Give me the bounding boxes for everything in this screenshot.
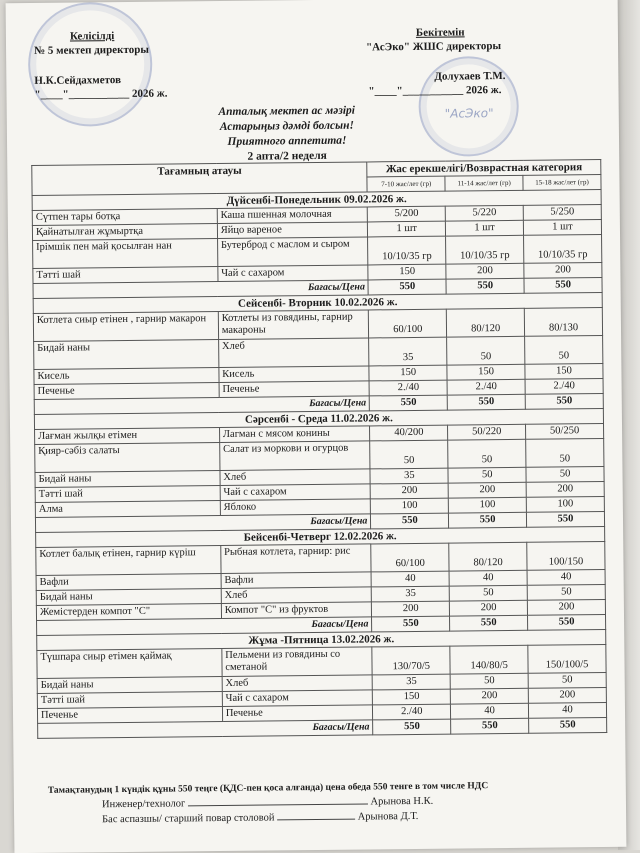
dish-name-ru: Чай с сахаром (218, 265, 369, 282)
portion-value: 200 (450, 688, 528, 704)
dish-name-kz: Сүтпен тары ботқа (32, 209, 217, 226)
price-value: 550 (529, 717, 607, 733)
dish-name-kz: Тәтті шай (35, 486, 220, 503)
price-value: 550 (527, 511, 605, 527)
portion-value: 80/130 (524, 307, 602, 336)
price-note: Тамақтанудың 1 күндік құны 550 теңге (ҚДС-пен қоса алғанда) цена обеда 550 тенге в том числе НДС (47, 781, 489, 796)
menu-title (157, 103, 418, 166)
col-age-header: Жас ерекшелігі/Возврастная категория (367, 160, 601, 177)
dish-name-kz: Ірімшік пен май қосылған нан (33, 239, 218, 269)
dish-name-ru: Чай с сахаром (222, 690, 373, 707)
portion-value: 50 (526, 466, 604, 482)
stamp-right-text: "АсЭко" (444, 106, 494, 121)
dish-name-ru: Лагман с мясом конины (219, 426, 370, 443)
sig1-role: Инженер/технолог (101, 798, 186, 811)
dish-name-kz: Лағман жылқы етімен (35, 428, 220, 445)
dish-name-ru: Хлеб (220, 469, 371, 486)
portion-value: 100 (371, 498, 449, 514)
dish-name-kz: Бидай наны (34, 340, 219, 370)
portion-value: 150 (369, 365, 447, 381)
portion-value: 35 (370, 468, 448, 484)
dish-name-kz: Қияр-сәбіз салаты (35, 443, 220, 473)
signature-cook (102, 811, 418, 825)
portion-value: 1 шт (368, 221, 446, 237)
portion-value: 200 (372, 601, 450, 617)
portion-value: 60/100 (369, 309, 447, 338)
day-title: Сәрсенбі - Среда 11.02.2026 ж. (34, 408, 603, 429)
dish-name-ru: Чай с сахаром (220, 484, 371, 501)
menu-table (31, 159, 607, 739)
title-line-1: Апталық мектеп ас мәзірі (218, 104, 356, 119)
price-value: 550 (451, 718, 529, 734)
price-value: 550 (368, 279, 446, 295)
left-date: "____"___________ 2026 ж. (34, 87, 168, 101)
dish-name-ru: Котлеты из говядины, гарнир макароны (218, 310, 369, 340)
portion-value: 5/200 (368, 206, 446, 222)
right-date: "____"___________ 2026 ж. (368, 84, 502, 98)
portion-value: 35 (372, 586, 450, 602)
portion-value: 150/100/5 (528, 644, 606, 673)
dish-name-ru: Яблоко (220, 499, 371, 516)
sig2-role: Бас аспазшы/ старший повар столовой (102, 812, 275, 826)
dish-name-kz: Печенье (34, 383, 219, 400)
price-value: 550 (372, 616, 450, 632)
portion-value: 1 шт (523, 220, 601, 236)
dish-name-kz: Печенье (37, 706, 222, 723)
portion-value: 35 (369, 337, 447, 366)
portion-value: 40 (529, 702, 607, 718)
portion-value: 50 (448, 467, 526, 483)
price-value: 550 (447, 394, 525, 410)
dish-name-kz: Котлет балық етінен, гарнир күріш (36, 546, 221, 576)
day-title: Бейсенбі-Четверг 12.02.2026 ж. (36, 526, 605, 547)
portion-value: 200 (448, 482, 526, 498)
price-value: 550 (449, 512, 527, 528)
portion-value: 10/10/35 гр (524, 234, 602, 263)
dish-name-ru: Хлеб (222, 675, 373, 692)
dish-name-kz: Түшпара сиыр етімен қаймақ (37, 649, 222, 679)
left-name: Н.К.Сейдахметов (34, 74, 122, 87)
dish-name-kz: Бидай наны (35, 471, 220, 488)
portion-value: 2./40 (525, 378, 603, 394)
age-header-1: 7-10 жас/лет (гр) (367, 176, 445, 192)
portion-value: 200 (524, 262, 602, 278)
day-title: Дүйсенбі-Понедельник 09.02.2026 ж. (32, 190, 601, 211)
portion-value: 5/250 (523, 205, 601, 221)
portion-value: 200 (527, 599, 605, 615)
portion-value: 35 (372, 674, 450, 690)
portion-value: 2./40 (369, 380, 447, 396)
portion-value: 100 (526, 496, 604, 512)
portion-value: 10/10/35 гр (446, 235, 524, 264)
portion-value: 50/250 (526, 423, 604, 439)
dish-name-ru: Салат из моркови и огурцов (219, 441, 370, 471)
portion-value: 50 (526, 438, 604, 467)
dish-name-kz: Қайнатылған жұмыртқа (32, 224, 217, 241)
price-value: 550 (528, 614, 606, 630)
price-value: 550 (370, 395, 448, 411)
price-value: 550 (524, 277, 602, 293)
portion-value: 50 (528, 672, 606, 688)
portion-value: 50 (450, 673, 528, 689)
portion-value: 200 (450, 600, 528, 616)
portion-value: 140/80/5 (450, 645, 528, 674)
portion-value: 40 (449, 570, 527, 586)
signature-engineer (102, 796, 433, 810)
title-line-3: Приятного аппетита! (227, 134, 347, 148)
dish-name-kz: Кисель (34, 368, 219, 385)
portion-value: 10/10/35 гр (368, 236, 446, 265)
portion-value: 150 (373, 689, 451, 705)
portion-value: 150 (368, 264, 446, 280)
price-label: Бағасы/Цена (38, 720, 373, 739)
price-label: Бағасы/Цена (37, 617, 372, 636)
day-title: Жұма -Пятница 13.02.2026 ж. (37, 629, 606, 650)
dish-name-kz: Бидай наны (37, 676, 222, 693)
signature-line (277, 818, 355, 821)
dish-name-kz: Жемістерден компот "С" (36, 604, 221, 621)
price-value: 550 (371, 513, 449, 529)
left-approve-label: Келісілді (69, 30, 115, 43)
price-value: 550 (450, 615, 528, 631)
sig2-name: Арынова Д.Т. (357, 810, 419, 823)
portion-value: 40 (371, 571, 449, 587)
dish-name-ru: Вафли (221, 572, 372, 589)
dish-name-kz: Вафли (36, 574, 221, 591)
right-position: "АсЭко" ЖШС директоры (365, 40, 502, 54)
price-value: 550 (373, 719, 451, 735)
price-label: Бағасы/Цена (35, 514, 370, 533)
col-name-header: Тағамның атауы (32, 162, 368, 196)
menu-document (6, 0, 627, 853)
sig1-name: Арынова Н.К. (370, 795, 434, 808)
portion-value: 1 шт (446, 220, 524, 236)
portion-value: 50/220 (448, 424, 526, 440)
dish-name-ru: Бутерброд с маслом и сыром (217, 237, 368, 267)
dish-name-ru: Кисель (219, 366, 370, 383)
dish-name-kz: Тәтті шай (37, 691, 222, 708)
dish-name-ru: Хлеб (221, 587, 372, 604)
price-value: 550 (446, 278, 524, 294)
portion-value: 150 (525, 363, 603, 379)
dish-name-ru: Компот "С" из фруктов (221, 602, 372, 619)
price-label: Бағасы/Цена (34, 396, 369, 415)
portion-value: 50 (370, 440, 448, 469)
portion-value: 150 (447, 364, 525, 380)
portion-value: 2./40 (373, 704, 451, 720)
right-approve-label: Бекітемін (415, 26, 465, 39)
portion-value: 100/150 (527, 541, 605, 570)
portion-value: 40/200 (370, 425, 448, 441)
dish-name-kz: Котлета сиыр етінен , гарнир макарон (33, 312, 218, 342)
price-label: Бағасы/Цена (33, 280, 368, 299)
age-header-3: 15-18 жас/лет (гр) (523, 175, 601, 191)
dish-name-kz: Бидай наны (36, 589, 221, 606)
portion-value: 60/100 (371, 543, 449, 572)
dish-name-kz: Алма (35, 501, 220, 518)
dish-name-ru: Печенье (222, 705, 373, 722)
age-header-2: 11-14 жас/лет (гр) (445, 175, 523, 191)
left-position: № 5 мектеп директоры (34, 43, 149, 57)
portion-value: 50 (447, 336, 525, 365)
portion-value: 50 (527, 584, 605, 600)
portion-value: 80/120 (449, 542, 527, 571)
dish-name-ru: Хлеб (218, 338, 369, 368)
portion-value: 50 (449, 585, 527, 601)
portion-value: 200 (370, 483, 448, 499)
dish-name-ru: Яйцо вареное (217, 222, 368, 239)
portion-value: 100 (448, 497, 526, 513)
dish-name-ru: Каша пшенная молочная (217, 207, 368, 224)
day-title: Сейсенбі- Вторник 10.02.2026 ж. (33, 292, 602, 313)
dish-name-ru: Пельмени из говядины со сметаной (222, 647, 373, 677)
portion-value: 80/120 (447, 308, 525, 337)
portion-value: 5/220 (445, 205, 523, 221)
dish-name-kz: Тәтті шай (33, 267, 218, 284)
stamp-left (28, 2, 153, 127)
signature-line (188, 802, 368, 806)
title-line-2: Астарыңыз дәмді болсын! (219, 119, 354, 133)
portion-value: 50 (448, 439, 526, 468)
portion-value: 200 (528, 687, 606, 703)
portion-value: 200 (526, 481, 604, 497)
dish-name-ru: Печенье (219, 381, 370, 398)
right-name: Долухаев Т.М. (434, 69, 506, 83)
portion-value: 50 (525, 335, 603, 364)
price-value: 550 (525, 393, 603, 409)
dish-name-ru: Рыбная котлета, гарнир: рис (221, 544, 372, 574)
portion-value: 40 (527, 569, 605, 585)
portion-value: 200 (446, 263, 524, 279)
portion-value: 40 (451, 703, 529, 719)
portion-value: 2./40 (447, 379, 525, 395)
portion-value: 130/70/5 (372, 646, 450, 675)
title-line-4: 2 апта/2 неделя (247, 149, 327, 163)
